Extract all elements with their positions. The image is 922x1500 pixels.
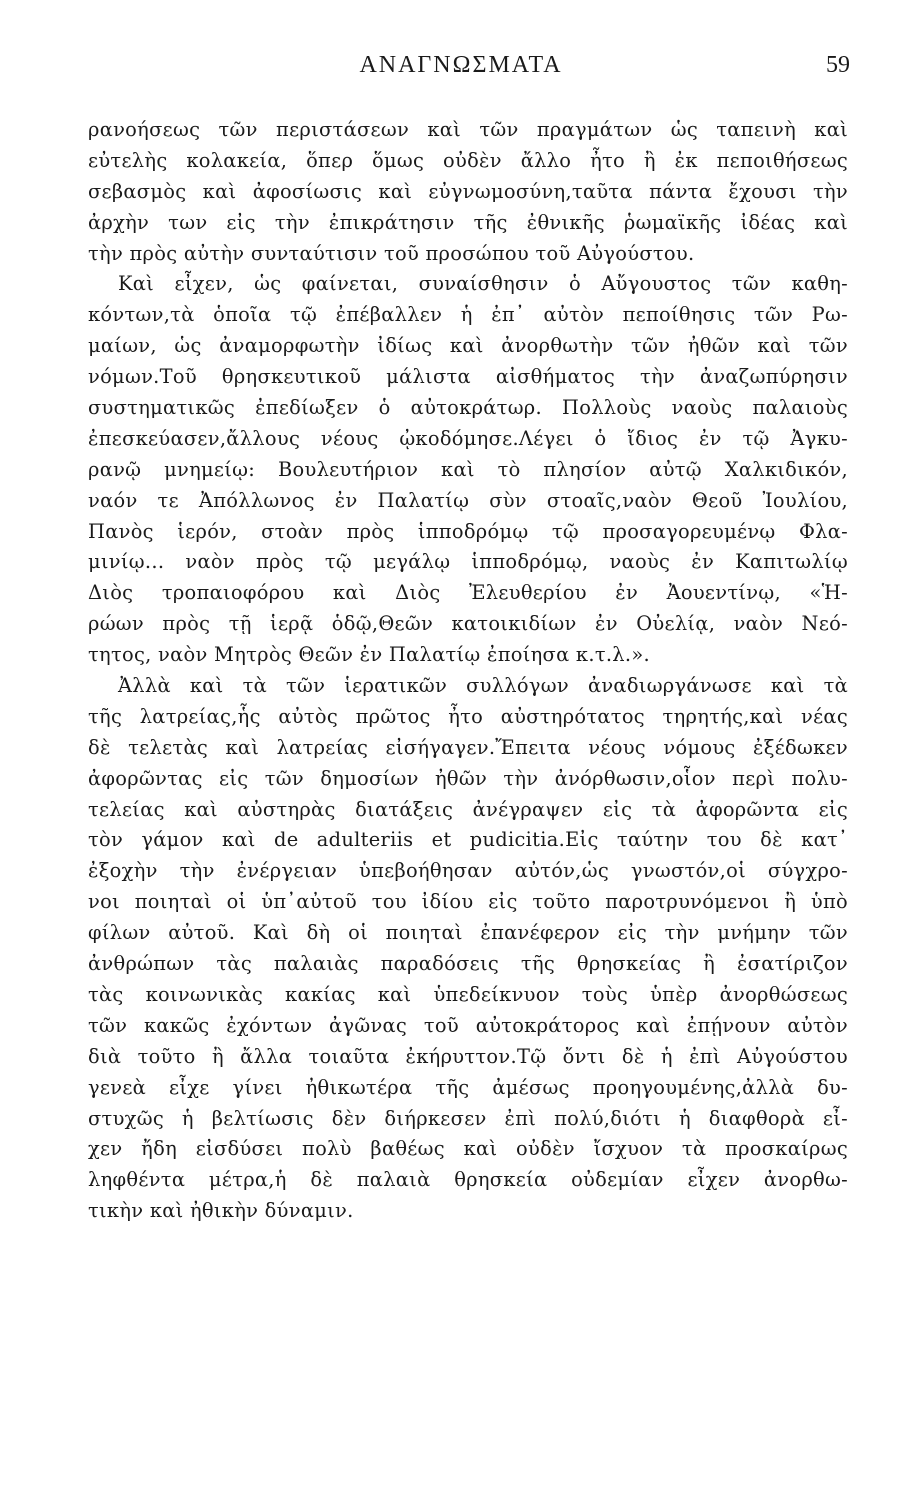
page-number: 59 xyxy=(826,52,850,78)
text-line: γενεὰ εἶχε γίνει ἠθικωτέρα τῆς ἀμέσως προηγουμένης,ἀλλὰ δυ- xyxy=(88,1075,848,1099)
body-text xyxy=(88,115,848,1227)
text-line: διὰ τοῦτο ἢ ἄλλα τοιαῦτα ἐκήρυττον.Τῷ ὄντι δὲ ἡ ἐπὶ Αὐγούστου xyxy=(88,1044,848,1068)
text-line: ληφθέντα μέτρα,ἡ δὲ παλαιὰ θρησκεία οὐδεμίαν εἶχεν ἀνορθω- xyxy=(88,1168,848,1192)
text-line: νόμων.Τοῦ θρησκευτικοῦ μάλιστα αἰσθήματος τὴν ἀναζωπύρησιν xyxy=(88,365,848,389)
text-line: κόντων,τὰ ὁποῖα τῷ ἐπέβαλλεν ἡ ἐπ᾽ αὐτὸν πεποίθησις τῶν Ρω- xyxy=(88,303,848,327)
text-line: μινίῳ... ναὸν πρὸς τῷ μεγάλῳ ἱπποδρόμῳ, ναοὺς ἐν Καπιτωλίῳ xyxy=(88,550,848,574)
text-line: φίλων αὐτοῦ. Καὶ δὴ οἱ ποιηταὶ ἐπανέφερον εἰς τὴν μνήμην τῶν xyxy=(88,921,848,945)
text-line: τὸν γάμον καὶ de adulteriis et pudicitia.Εἰς ταύτην του δὲ κατ᾽ xyxy=(88,828,848,852)
text-line: ἀρχὴν των εἰς τὴν ἐπικράτησιν τῆς ἐθνικῆς ῥωμαϊκῆς ἰδέας καὶ xyxy=(88,210,848,234)
text-line: ναόν τε Ἀπόλλωνος ἐν Παλατίῳ σὺν στοαῖς,ναὸν Θεοῦ Ἰουλίου, xyxy=(88,488,848,512)
text-line: Καὶ εἶχεν, ὡς φαίνεται, συναίσθησιν ὁ Αὔγουστος τῶν καθη- xyxy=(118,272,848,296)
text-line: ρώων πρὸς τῇ ἱερᾷ ὁδῷ,Θεῶν κατοικιδίων ἐν Οὐελίᾳ, ναὸν Νεό- xyxy=(88,612,848,636)
text-line: τικὴν καὶ ἠθικὴν δύναμιν. xyxy=(88,1199,354,1223)
text-line: τητος, ναὸν Μητρὸς Θεῶν ἐν Παλατίῳ ἐποίησα κ.τ.λ.». xyxy=(88,643,650,667)
text-line: Ἀλλὰ καὶ τὰ τῶν ἱερατικῶν συλλόγων ἀναδιωργάνωσε καὶ τὰ xyxy=(118,674,848,698)
text-line: ἐξοχὴν τὴν ἐνέργειαν ὑπεβοήθησαν αὐτόν,ὡς γνωστόν,οἱ σύγχρο- xyxy=(88,859,848,883)
text-line: στυχῶς ἡ βελτίωσις δὲν διήρκεσεν ἐπὶ πολύ,διότι ἡ διαφθορὰ εἶ- xyxy=(88,1106,848,1130)
text-line: τῆς λατρείας,ἧς αὐτὸς πρῶτος ἦτο αὐστηρότατος τηρητής,καὶ νέας xyxy=(88,704,848,728)
text-line: Διὸς τροπαιοφόρου καὶ Διὸς Ἐλευθερίου ἐν Ἀουεντίνῳ, «Ἡ- xyxy=(88,581,848,605)
text-line: τῶν κακῶς ἐχόντων ἀγῶνας τοῦ αὐτοκράτορος καὶ ἐπῄνουν αὐτὸν xyxy=(88,1013,848,1037)
text-line: εὐτελὴς κολακεία, ὅπερ ὅμως οὐδὲν ἄλλο ἦτο ἢ ἐκ πεποιθήσεως xyxy=(88,148,848,172)
running-title: ΑΝΑΓΝΩΣΜΑΤΑ xyxy=(359,52,563,78)
text-line: μαίων, ὡς ἀναμορφωτὴν ἰδίως καὶ ἀνορθωτὴν τῶν ἠθῶν καὶ τῶν xyxy=(88,334,848,358)
text-line: ρανοήσεως τῶν περιστάσεων καὶ τῶν πραγμάτων ὡς ταπεινὴ καὶ xyxy=(88,118,848,141)
text-line: νοι ποιηταὶ οἱ ὑπ᾽αὐτοῦ του ἰδίου εἰς τοῦτο παροτρυνόμενοι ἢ ὑπὸ xyxy=(88,890,848,914)
text-line: χεν ἤδη εἰσδύσει πολὺ βαθέως καὶ οὐδὲν ἴσχυον τὰ προσκαίρως xyxy=(88,1137,848,1161)
text-line: τὰς κοινωνικὰς κακίας καὶ ὑπεδείκνυον τοὺς ὑπὲρ ἀνορθώσεως xyxy=(88,982,848,1006)
text-line: ἀνθρώπων τὰς παλαιὰς παραδόσεις τῆς θρησκείας ἢ ἐσατίριζον xyxy=(88,952,848,976)
text-line: συστηματικῶς ἐπεδίωξεν ὁ αὐτοκράτωρ. Πολλοὺς ναοὺς παλαιοὺς xyxy=(88,396,848,420)
text-line: ἀφορῶντας εἰς τῶν δημοσίων ἠθῶν τὴν ἀνόρθωσιν,οἷον περὶ πολυ- xyxy=(88,766,848,790)
text-line: σεβασμὸς καὶ ἀφοσίωσις καὶ εὐγνωμοσύνη,ταῦτα πάντα ἔχουσι τὴν xyxy=(88,179,848,203)
text-line: τὴν πρὸς αὐτὴν συνταύτισιν τοῦ προσώπου τοῦ Αὐγούστου. xyxy=(88,241,695,265)
text-line: ἐπεσκεύασεν,ἄλλους νέους ᾠκοδόμησε.Λέγει ὁ ἴδιος ἐν τῷ Ἀγκυ- xyxy=(88,426,848,450)
text-line: Πανὸς ἱερόν, στοὰν πρὸς ἱπποδρόμῳ τῷ προσαγορευμένῳ Φλα- xyxy=(88,519,848,543)
text-line: δὲ τελετὰς καὶ λατρείας εἰσήγαγεν.Ἔπειτα νέους νόμους ἐξέδωκεν xyxy=(88,735,848,759)
text-line: τελείας καὶ αὐστηρὰς διατάξεις ἀνέγραψεν εἰς τὰ ἀφορῶντα εἰς xyxy=(88,797,848,821)
text-line: ρανῷ μνημείῳ: Βουλευτήριον καὶ τὸ πλησίον αὐτῷ Χαλκιδικόν, xyxy=(88,457,848,481)
